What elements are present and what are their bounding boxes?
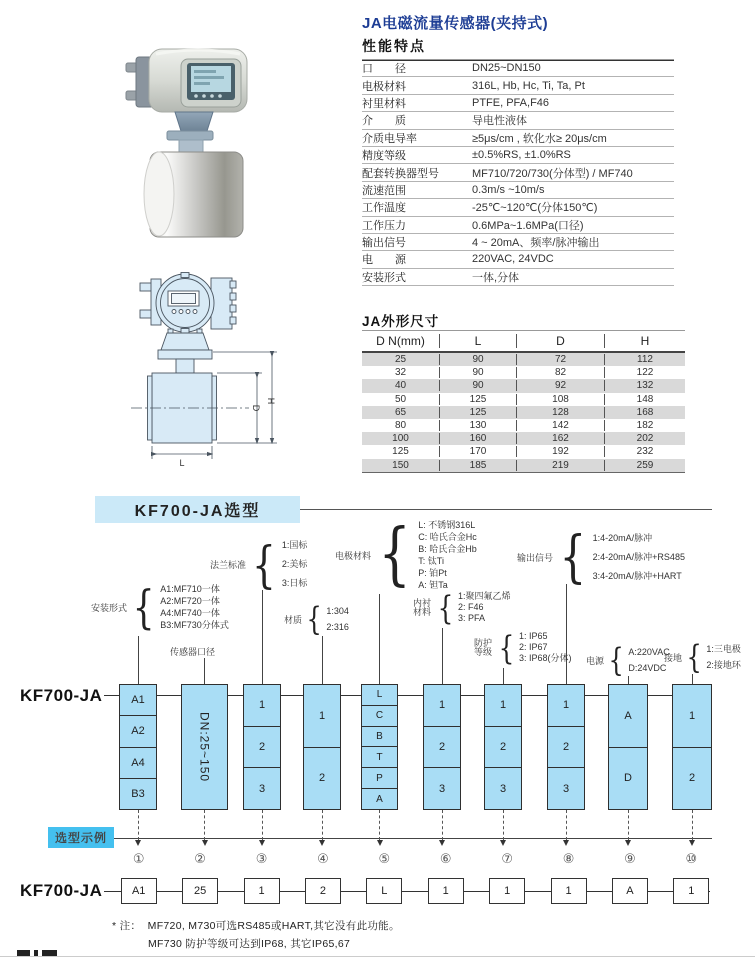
brace xyxy=(252,540,276,590)
dimension-table-header xyxy=(362,331,685,353)
spec-row xyxy=(362,130,674,147)
spec-row xyxy=(362,164,674,181)
example-code-box: 1 xyxy=(551,878,587,904)
selection-column-electrode: L C B T P A xyxy=(361,594,398,849)
position-number: ③ xyxy=(255,851,268,866)
dimension-drawing xyxy=(100,265,320,480)
spec-row xyxy=(362,77,674,94)
dim-label-h: H xyxy=(266,397,276,405)
selection-section-title: KF700-JA选型 xyxy=(95,496,300,523)
table-row: 65 125 128 168 xyxy=(362,406,685,419)
spec-row xyxy=(362,251,674,268)
position-number: ⑦ xyxy=(501,851,513,866)
selection-column-diameter: DN:25~150 xyxy=(181,658,228,849)
selection-column-output: 1 2 3 xyxy=(547,584,585,849)
table-row: 80 130 142 182 xyxy=(362,419,685,432)
spec-label: 口 径 xyxy=(362,63,406,76)
spec-label: 电极材料 xyxy=(362,80,406,93)
table-row: 32 90 82 122 xyxy=(362,366,685,379)
spec-label: 精度等级 xyxy=(362,150,406,163)
option-group-mount: 安装形式 { A1:MF710一体 A2:MF720一体 A4:MF740一体 B3:MF730分体式 xyxy=(91,583,229,631)
spec-value: MF710/720/730(分体型) / MF740 xyxy=(472,167,633,180)
spec-table xyxy=(362,59,674,286)
example-code-boxes xyxy=(108,878,722,904)
col-header-d: D xyxy=(517,334,605,348)
table-row: 150 185 219 259 xyxy=(362,459,685,472)
example-code-box: A1 xyxy=(121,878,157,904)
divider-line xyxy=(300,509,712,510)
flow-meter-photo xyxy=(105,38,265,243)
spec-label: 流速范围 xyxy=(362,184,406,197)
example-model-label: KF700-JA xyxy=(20,881,103,900)
selection-column-mount: A1 A2 A4 B3 xyxy=(119,636,157,849)
position-number: ① xyxy=(132,851,145,866)
option-group-electrode: 电极材料 { L: 不锈钢316L C: 哈氏合金Hc B: 哈氏合金Hb T: 钛Ti P: 铂Pt A: 钽Ta xyxy=(335,519,477,591)
spec-row xyxy=(362,182,674,199)
brace xyxy=(559,530,586,586)
brace xyxy=(499,631,515,664)
table-row: 50 125 108 148 xyxy=(362,393,685,406)
spec-label: 介 质 xyxy=(362,115,406,128)
spec-value: ±0.5%RS, ±1.0%RS xyxy=(472,149,571,162)
dimension-table-title: JA外形尺寸 xyxy=(362,314,440,329)
option-group-liner: 内衬材料 { 1:聚四氟乙烯 2: F46 3: PFA xyxy=(413,591,511,624)
brace xyxy=(687,641,702,673)
spec-value: 0.3m/s ~10m/s xyxy=(472,183,545,196)
table-row: 125 170 192 232 xyxy=(362,445,685,458)
spec-value: 一体,分体 xyxy=(472,271,520,284)
selection-column-ground: 1 2 xyxy=(672,674,712,849)
features-heading: 性能特点 xyxy=(362,36,674,61)
col-header-dn: D N(mm) xyxy=(362,334,440,348)
example-code-box: 2 xyxy=(305,878,341,904)
spec-row xyxy=(362,112,674,129)
spec-value: PTFE, PFA,F46 xyxy=(472,96,550,109)
brace xyxy=(307,603,322,635)
example-code-box: A xyxy=(612,878,648,904)
example-code-box: 1 xyxy=(673,878,709,904)
spec-value: -25℃~120℃(分体150℃) xyxy=(472,202,598,215)
spec-label: 介质电导率 xyxy=(362,132,417,145)
position-number: ⑨ xyxy=(624,851,636,866)
option-group-flange: 法兰标准 { 1:国标 2:美标 3:日标 xyxy=(210,536,307,593)
option-group-output: 输出信号 { 1:4-20mA/脉冲 2:4-20mA/脉冲+RS485 3:4-20mA/脉冲+HART xyxy=(517,529,685,586)
option-group-diameter: 传感器口径 xyxy=(170,647,216,657)
dim-label-d: D xyxy=(251,404,261,412)
spec-value: DN25~DN150 xyxy=(472,62,541,75)
brace xyxy=(438,591,454,624)
col-header-l: L xyxy=(440,334,517,348)
spec-label: 配套转换器型号 xyxy=(362,167,439,180)
position-number: ② xyxy=(194,851,206,866)
dimension-table xyxy=(362,330,685,473)
position-number: ⑧ xyxy=(562,851,575,866)
example-code-box: L xyxy=(366,878,402,904)
spec-value: 0.6MPa~1.6MPa(口径) xyxy=(472,219,584,232)
example-code-box: 1 xyxy=(489,878,525,904)
cutoff-page-footer-fragment xyxy=(17,950,57,957)
table-row: 100 160 162 202 xyxy=(362,432,685,445)
table-row: 25 90 72 112 xyxy=(362,353,685,366)
position-number: ⑤ xyxy=(378,851,391,866)
example-code-box: 1 xyxy=(244,878,280,904)
selection-column-material: 1 2 xyxy=(303,636,341,849)
position-numbers xyxy=(108,851,722,867)
spec-label: 安装形式 xyxy=(362,271,406,284)
spec-value: ≥5μs/cm , 软化水≥ 20μs/cm xyxy=(472,132,607,145)
option-group-protection: 防护等级 { 1: IP65 2: IP67 3: IP68(分体) xyxy=(474,631,572,664)
spec-label: 输出信号 xyxy=(362,237,406,250)
spec-row xyxy=(362,217,674,234)
spec-row xyxy=(362,234,674,251)
example-code-box: 1 xyxy=(428,878,464,904)
option-group-power: 电源 { A:220VAC D:24VDC xyxy=(586,644,670,676)
dim-label-l: L xyxy=(179,458,185,468)
spec-row xyxy=(362,269,674,286)
option-group-material: 材质 { 1:304 2:316 xyxy=(284,603,349,635)
spec-label: 衬里材料 xyxy=(362,97,406,110)
spec-label: 工作温度 xyxy=(362,202,406,215)
brace xyxy=(133,584,155,630)
spec-row xyxy=(362,199,674,216)
brace xyxy=(378,521,410,589)
spec-value: 316L, Hb, Hc, Ti, Ta, Pt xyxy=(472,79,585,92)
spec-value: 220VAC, 24VDC xyxy=(472,253,554,266)
position-number: ⑥ xyxy=(439,851,452,866)
model-code-label: KF700-JA xyxy=(20,686,103,705)
spec-row xyxy=(362,95,674,112)
position-number: ⑩ xyxy=(685,851,698,866)
page-title: JA电磁流量传感器(夹持式) xyxy=(362,15,549,32)
example-tag: 选型示例 xyxy=(48,827,114,848)
example-code-box: 25 xyxy=(182,878,218,904)
selection-column-liner: 1 2 3 xyxy=(423,628,461,849)
col-header-h: H xyxy=(640,334,650,348)
spec-label: 工作压力 xyxy=(362,219,406,232)
footnote-line-1: * 注： MF720, M730可选RS485或HART,其它没有此功能。 xyxy=(112,920,400,932)
spec-row xyxy=(362,60,674,77)
selection-column-protection: 1 2 3 xyxy=(484,668,522,849)
table-row: 40 90 92 132 xyxy=(362,379,685,392)
footnote-line-2: MF730 防护等级可达到IP68, 其它IP65,67 xyxy=(148,938,351,950)
option-group-ground: 接地 { 1:三电极 2:接地环 xyxy=(664,641,741,673)
spec-row xyxy=(362,147,674,164)
position-number: ④ xyxy=(317,851,329,866)
spec-value: 导电性液体 xyxy=(472,115,527,128)
spec-value: 4 ~ 20mA、频率/脉冲输出 xyxy=(472,237,600,250)
selection-column-power: A D xyxy=(608,676,648,849)
selection-column-flange: 1 2 3 xyxy=(243,590,281,849)
spec-label: 电 源 xyxy=(362,254,406,267)
dimension-table-body xyxy=(362,353,685,473)
brace xyxy=(609,644,624,676)
